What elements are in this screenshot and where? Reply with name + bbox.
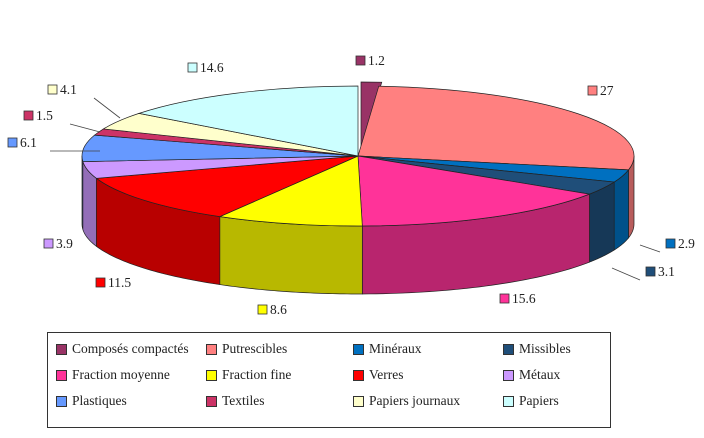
legend-swatch — [206, 344, 217, 355]
data-label-swatch-0 — [356, 56, 365, 65]
legend-label: Composés compactés — [72, 341, 189, 356]
legend-label: Fraction moyenne — [72, 367, 170, 382]
legend — [47, 332, 611, 428]
legend-label: Fraction fine — [222, 367, 292, 382]
pie-side-3 — [589, 182, 614, 262]
legend-item — [206, 389, 353, 413]
data-label-1: 27 — [600, 83, 614, 98]
data-label-4: 15.6 — [512, 291, 536, 306]
data-label-3: 3.1 — [658, 264, 675, 279]
legend-label: Papiers — [519, 393, 559, 408]
legend-swatch — [503, 396, 514, 407]
legend-item — [56, 389, 206, 413]
data-label-11: 14.6 — [200, 60, 224, 75]
data-label-swatch-4 — [500, 294, 509, 303]
pie-side-2 — [614, 170, 628, 250]
legend-item — [353, 337, 503, 361]
legend-swatch — [503, 344, 514, 355]
data-label-5: 8.6 — [270, 302, 287, 317]
data-label-swatch-2 — [666, 239, 675, 248]
data-label-8: 6.1 — [20, 135, 37, 150]
legend-label: Papiers journaux — [369, 393, 461, 408]
data-label-6: 11.5 — [108, 275, 132, 290]
legend-swatch — [56, 370, 67, 381]
data-label-10: 4.1 — [60, 82, 77, 97]
data-label-swatch-7 — [44, 239, 53, 248]
pie-slice-1 — [358, 86, 634, 170]
legend-label: Verres — [369, 367, 404, 382]
data-label-swatch-5 — [258, 305, 267, 314]
legend-label: Métaux — [519, 367, 561, 382]
legend-item — [206, 337, 353, 361]
legend-item — [503, 363, 613, 387]
data-label-swatch-6 — [96, 278, 105, 287]
legend-item — [503, 389, 613, 413]
legend-label: Textiles — [222, 393, 265, 408]
legend-label: Missibles — [519, 341, 571, 356]
data-label-swatch-3 — [646, 267, 655, 276]
legend-label: Plastiques — [72, 393, 127, 408]
data-label-9: 1.5 — [36, 108, 53, 123]
legend-swatch — [353, 370, 364, 381]
legend-label: Putrescibles — [222, 341, 288, 356]
legend-swatch — [503, 370, 514, 381]
legend-swatch — [56, 344, 67, 355]
legend-item — [56, 363, 206, 387]
legend-item — [56, 337, 206, 361]
data-label-swatch-1 — [588, 86, 597, 95]
data-label-swatch-9 — [24, 111, 33, 120]
legend-swatch — [56, 396, 67, 407]
data-label-0: 1.2 — [368, 53, 385, 68]
leader-line-9 — [70, 124, 100, 132]
data-label-swatch-11 — [188, 63, 197, 72]
pie-tops — [82, 82, 634, 226]
leader-line-2 — [640, 245, 660, 252]
legend-swatch — [206, 370, 217, 381]
legend-swatch — [353, 396, 364, 407]
data-label-swatch-10 — [48, 85, 57, 94]
legend-swatch — [206, 396, 217, 407]
legend-label: Minéraux — [369, 341, 422, 356]
pie-side-5 — [220, 217, 362, 294]
legend-item — [503, 337, 613, 361]
legend-item — [206, 363, 353, 387]
data-label-2: 2.9 — [678, 236, 695, 251]
leader-line-10 — [94, 98, 120, 118]
leader-line-3 — [612, 268, 640, 280]
data-label-swatch-8 — [8, 138, 17, 147]
legend-swatch — [353, 344, 364, 355]
legend-item — [353, 389, 503, 413]
data-label-7: 3.9 — [56, 236, 73, 251]
legend-item — [353, 363, 503, 387]
legend-grid — [56, 337, 610, 413]
